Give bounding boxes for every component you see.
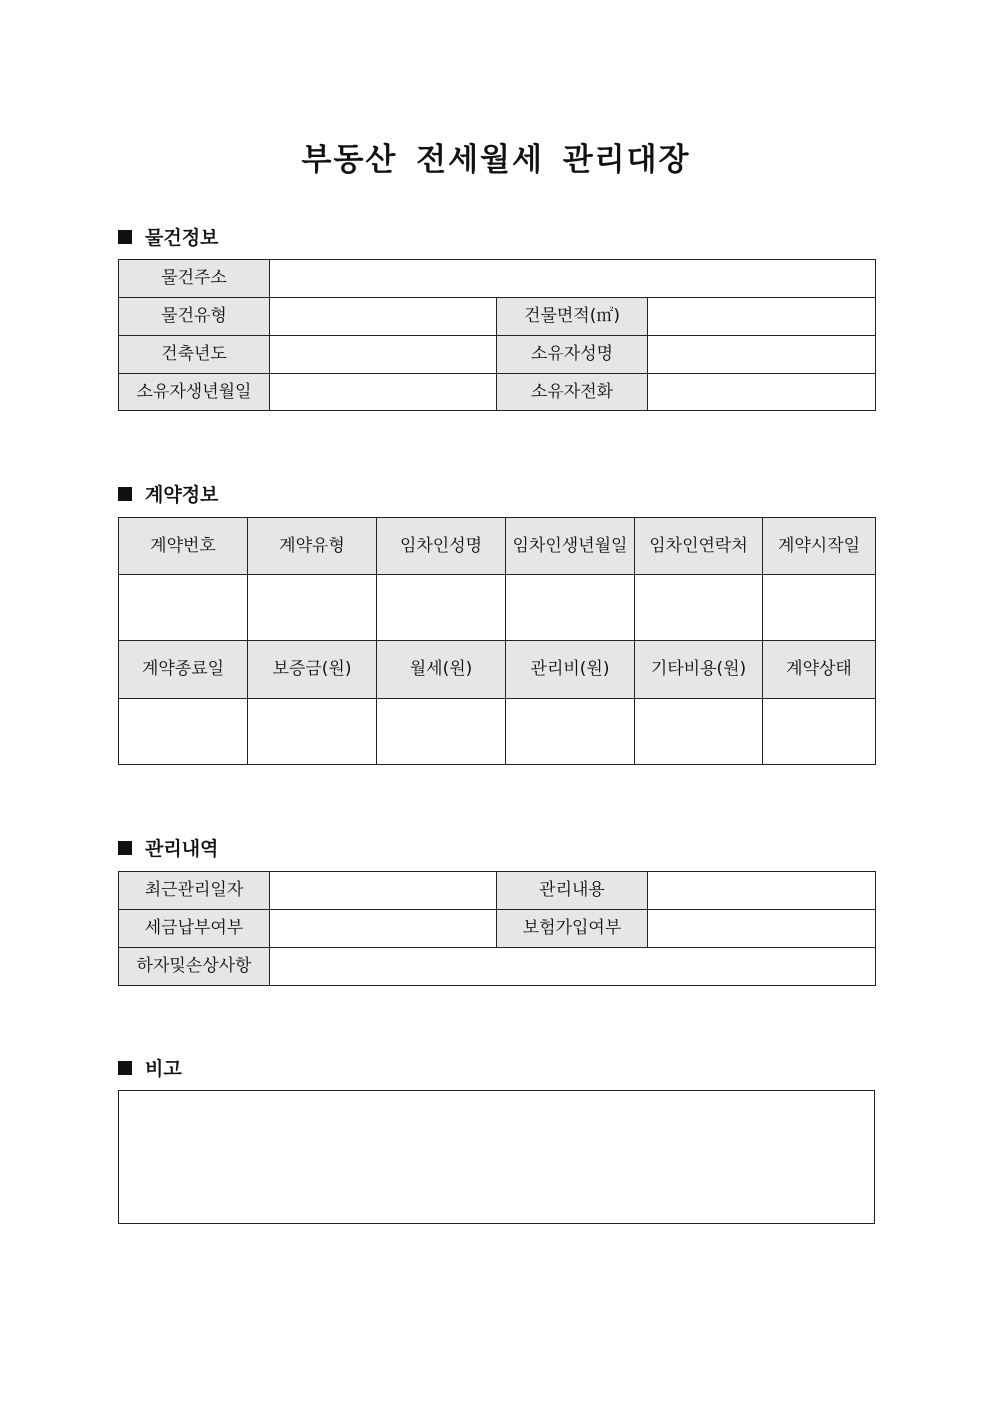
built-year-label: 건축년도 [119,336,270,374]
contract-status-field[interactable] [763,699,876,765]
contract-number-label: 계약번호 [119,518,248,575]
defect-damage-label: 하자및손상사항 [119,948,270,986]
tenant-birth-label: 임차인생년월일 [506,518,635,575]
tax-payment-label: 세금납부여부 [119,910,270,948]
maintenance-fee-label: 관리비(원) [506,641,635,699]
square-bullet-icon [118,230,132,244]
building-area-field[interactable] [648,298,876,336]
address-field[interactable] [270,260,876,298]
built-year-field[interactable] [270,336,497,374]
management-content-field[interactable] [648,872,876,910]
page-title: 부동산 전세월세 관리대장 [301,142,691,178]
contract-info-table [118,517,876,765]
deposit-label: 보증금(원) [248,641,377,699]
tenant-contact-label: 임차인연락처 [635,518,763,575]
other-costs-label: 기타비용(원) [635,641,763,699]
contract-end-field[interactable] [119,699,248,765]
remarks-section-heading [118,1054,182,1081]
owner-name-label: 소유자성명 [497,336,648,374]
recent-management-date-label: 최근관리일자 [119,872,270,910]
management-table [118,871,876,986]
contract-section-heading [118,480,218,507]
tenant-contact-field[interactable] [635,575,763,641]
property-info-table [118,259,876,411]
tenant-name-field[interactable] [377,575,506,641]
defect-damage-field[interactable] [270,948,876,986]
contract-type-label: 계약유형 [248,518,377,575]
remarks-section-title: 비고 [145,1058,182,1080]
management-content-label: 관리내용 [497,872,648,910]
tenant-birth-field[interactable] [506,575,635,641]
contract-section-title: 계약정보 [145,484,219,506]
square-bullet-icon [118,487,132,501]
contract-status-label: 계약상태 [763,641,876,699]
owner-name-field[interactable] [648,336,876,374]
building-area-label: 건물면적(㎡) [497,298,648,336]
contract-type-field[interactable] [248,575,377,641]
property-section-title: 물건정보 [145,227,219,249]
contract-number-field[interactable] [119,575,248,641]
maintenance-fee-field[interactable] [506,699,635,765]
contract-start-label: 계약시작일 [763,518,876,575]
square-bullet-icon [118,1061,132,1075]
property-section-heading [118,223,218,250]
other-costs-field[interactable] [635,699,763,765]
insurance-field[interactable] [648,910,876,948]
owner-phone-field[interactable] [648,374,876,411]
deposit-field[interactable] [248,699,377,765]
tax-payment-field[interactable] [270,910,497,948]
insurance-label: 보험가입여부 [497,910,648,948]
address-label: 물건주소 [119,260,270,298]
tenant-name-label: 임차인성명 [377,518,506,575]
contract-start-field[interactable] [763,575,876,641]
property-type-field[interactable] [270,298,497,336]
property-type-label: 물건유형 [119,298,270,336]
contract-end-label: 계약종료일 [119,641,248,699]
square-bullet-icon [118,841,132,855]
remarks-box[interactable] [118,1090,875,1224]
monthly-rent-label: 월세(원) [377,641,506,699]
management-section-title: 관리내역 [145,838,219,860]
owner-birth-label: 소유자생년월일 [119,374,270,411]
management-section-heading [118,834,218,861]
owner-birth-field[interactable] [270,374,497,411]
owner-phone-label: 소유자전화 [497,374,648,411]
monthly-rent-field[interactable] [377,699,506,765]
recent-management-date-field[interactable] [270,872,497,910]
